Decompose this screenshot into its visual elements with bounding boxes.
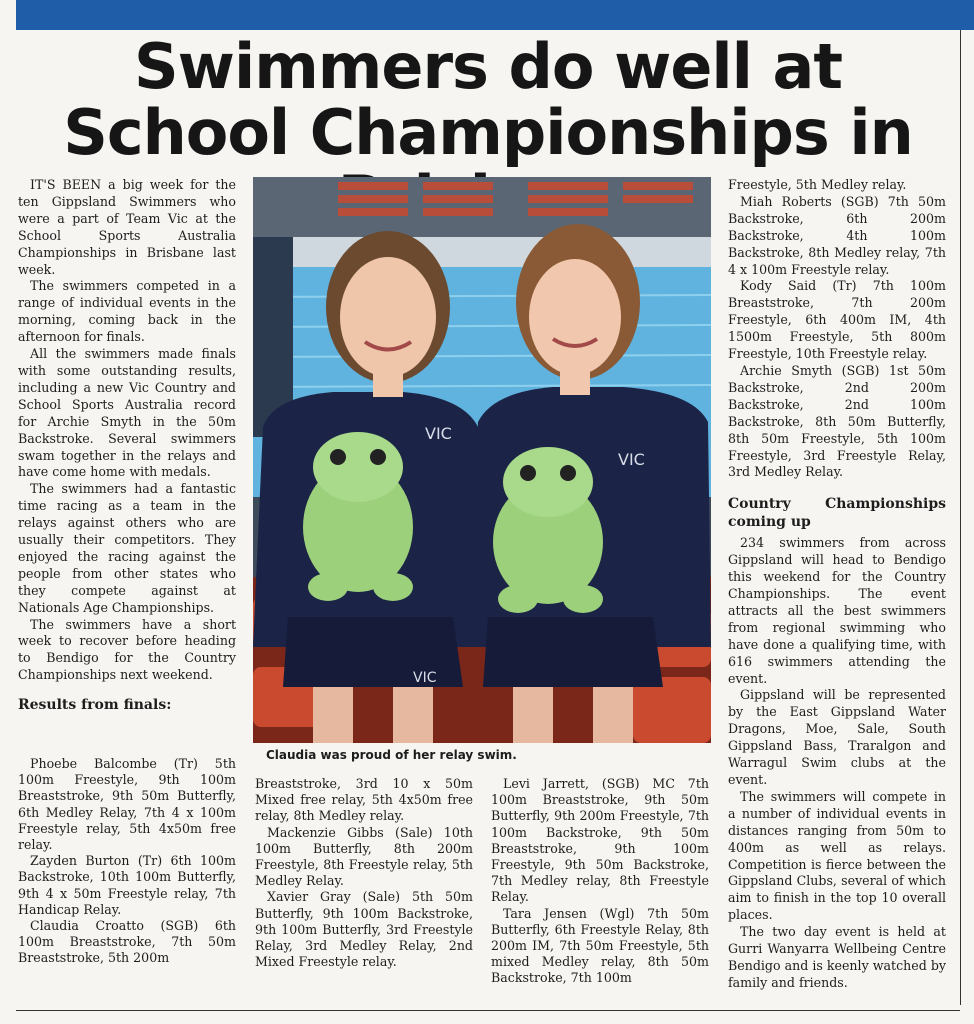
- results-column-3: [491, 776, 709, 987]
- country-paragraph: Gippsland will be represented by the East Gippsland Water Dragons, Moe, Sale, South Gippsland Bass, Traralgon and Warragul Swim clubs at the event.: [728, 687, 946, 787]
- result-entry: Phoebe Balcombe (Tr) 5th 100m Freestyle, 9th 100m Breaststroke, 9th 50m Butterfly, 6th Medley Relay, 7th 4 x 100m Freestyle relay, 5th 4x50m free relay.: [18, 756, 236, 853]
- bottom-rule: [16, 1010, 960, 1011]
- photo-swimmers: [253, 177, 711, 743]
- result-entry: Archie Smyth (SGB) 1st 50m Backstroke, 2nd 200m Backstroke, 2nd 100m Backstroke, 8th 50m Butterfly, 8th 50m Freestyle, 5th 100m Freestyle, 3rd Freestyle Relay, 3rd Medley Relay.: [728, 362, 946, 480]
- intro-paragraph: All the swimmers made finals with some outstanding results, including a new Vic Country and School Sports Australia record for Archie Smyth in the 50m Backstroke. Several swimmers swam together in the relays and have come home with medals.: [18, 346, 236, 480]
- intro-paragraph: The swimmers competed in a range of individual events in the morning, coming back in the afternoon for finals.: [18, 278, 236, 345]
- result-entry: Miah Roberts (SGB) 7th 50m Backstroke, 6th 200m Backstroke, 4th 100m Backstroke, 8th Medley relay, 7th 4 x 100m Freestyle relay.: [728, 193, 946, 277]
- intro-paragraph: The swimmers had a fantastic time racing as a team in the relays against others who are usually their competitors. They enjoyed the racing against the people from other states who they compete against at Nationals Age Championships.: [18, 481, 236, 615]
- right-column: [728, 177, 946, 992]
- result-entry: Xavier Gray (Sale) 5th 50m Butterfly, 9th 100m Backstroke, 9th 100m Butterfly, 3rd Freestyle Relay, 3rd Medley Relay, 2nd Mixed Freestyle relay.: [255, 889, 473, 970]
- intro-paragraph: IT'S BEEN a big week for the ten Gippsland Swimmers who were a part of Team Vic at the School Sports Australia Championships in Brisbane last week.: [18, 177, 236, 277]
- result-entry: Kody Said (Tr) 7th 100m Breaststroke, 7th 200m Freestyle, 6th 400m IM, 4th 1500m Freestyle, 5th 800m Freestyle, 10th Freestyle relay.: [728, 278, 946, 362]
- country-paragraph: 234 swimmers from across Gippsland will head to Bendigo this weekend for the Country Championships. The event attracts all the best swimmers from regional swimming who have done a qualifying time, with 616 swimmers attending the event.: [728, 535, 946, 686]
- shirt-text-right: VIC: [618, 450, 645, 469]
- result-entry: Breaststroke, 3rd 10 x 50m Mixed free relay, 5th 4x50m free relay, 8th Medley relay.: [255, 776, 473, 824]
- country-paragraph: The swimmers will compete in a number of individual events in distances ranging from 50m to 400m as well as relays. Competition is fierce between the Gippsland Clubs, several of which aim to finish in the top 10 overall places.: [728, 788, 946, 923]
- shirt-text-left: VIC: [425, 424, 452, 443]
- results-column-2: [255, 776, 473, 970]
- column-rule: [960, 30, 961, 1005]
- result-entry: Freestyle, 5th Medley relay.: [728, 177, 907, 192]
- masthead-bar: [16, 0, 974, 30]
- result-entry: Tara Jensen (Wgl) 7th 50m Butterfly, 6th Freestyle Relay, 8th 200m IM, 7th 50m Freestyle, 5th mixed Medley relay, 8th 50m Backstroke, 7th 100m: [491, 905, 709, 986]
- result-entry: Zayden Burton (Tr) 6th 100m Backstroke, 10th 100m Butterfly, 9th 4 x 50m Freestyle relay, 7th Handicap Relay.: [18, 853, 236, 917]
- results-column-1: [18, 756, 236, 967]
- intro-paragraph: The swimmers have a short week to recover before heading to Bendigo for the Country Championships next weekend.: [18, 616, 236, 683]
- result-entry: Claudia Croatto (SGB) 6th 100m Breaststroke, 7th 50m Breaststroke, 5th 200m: [18, 918, 236, 966]
- photo-caption: Claudia was proud of her relay swim.: [266, 748, 517, 762]
- headline: Swimmers do well at School Championships in: [63, 30, 913, 169]
- photo-illustration: [253, 177, 711, 743]
- country-heading: Country Championships coming up: [728, 496, 946, 531]
- result-entry: Levi Jarrett, (SGB) MC 7th 100m Breaststroke, 9th 50m Butterfly, 9th 200m Freestyle, 7th 100m Backstroke, 9th 50m Breaststroke, 9th 100m Freestyle, 9th 50m Backstroke, 7th Medley relay, 8th Freestyle Relay.: [491, 776, 709, 905]
- shorts-text: VIC: [413, 670, 437, 686]
- country-paragraph: The two day event is held at Gurri Wanyarra Wellbeing Centre Bendigo and is keenly watched by family and friends.: [728, 924, 946, 990]
- results-heading: Results from finals:: [18, 697, 172, 714]
- intro-column: [18, 177, 236, 718]
- result-entry: Mackenzie Gibbs (Sale) 10th 100m Butterfly, 8th 200m Freestyle, 8th Freestyle relay, 5th Medley Relay.: [255, 824, 473, 889]
